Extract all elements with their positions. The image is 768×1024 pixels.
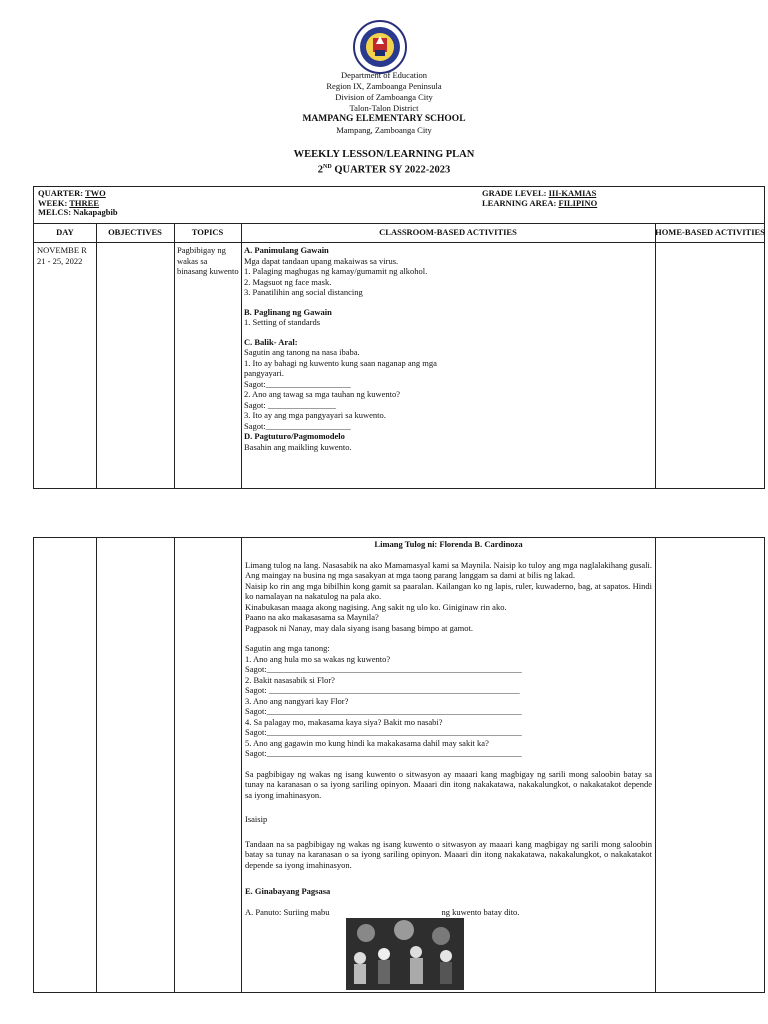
info-right: GRADE LEVEL: III-KAMIAS LEARNING AREA: FILIPINO xyxy=(482,188,598,208)
lesson-plan-table-continued xyxy=(33,537,765,993)
column-divider xyxy=(174,538,175,992)
questions-intro: Sagutin ang mga tanong: xyxy=(245,643,330,653)
title-line-1: WEEKLY LESSON/LEARNING PLAN xyxy=(293,149,475,160)
answer-line: Sagot:____________________________________________________________ xyxy=(245,664,522,674)
isaisip-heading: Isaisip xyxy=(245,814,268,824)
column-header-day: DAY xyxy=(34,223,96,243)
activity-line: Sagot:____________________ xyxy=(244,420,351,431)
activity-line xyxy=(244,298,654,307)
story-paragraph: Pagpasok ni Nanay, may dala siyang isang basang bimpo at gamot. xyxy=(245,622,473,633)
lesson-plan-table xyxy=(33,186,765,489)
activity-line: Basahin ang maikling kuwento. xyxy=(244,441,352,452)
answer-line: Sagot:____________________________________________________________ xyxy=(245,727,522,737)
column-divider xyxy=(96,223,97,488)
question-line: 4. Sa palagay mo, makasama kaya siya? Bakit mo nasabi? xyxy=(245,716,443,727)
header-block xyxy=(0,70,768,136)
activity-line: 3. Panatilihin ang social distancing xyxy=(244,287,363,297)
column-header-topics: TOPICS xyxy=(174,223,241,243)
story-paragraph: Paano na ako makasasama sa Maynila? xyxy=(245,612,379,622)
header-line: Division of Zamboanga City xyxy=(335,92,433,102)
title-line-2: 2ND QUARTER SY 2022-2023 xyxy=(317,164,451,176)
column-header-objectives: OBJECTIVES xyxy=(96,223,174,243)
header-line: Department of Education xyxy=(341,70,427,80)
column-header-home: HOME-BASED ACTIVITIES xyxy=(655,223,765,243)
info-row xyxy=(34,187,764,224)
activity-line: 2. Magsuot ng face mask. xyxy=(244,276,332,287)
activity-line: 1. Setting of standards xyxy=(244,317,321,327)
activity-line: 1. Ito ay bahagi ng kuwento kung saan naganap ang mga xyxy=(244,357,437,368)
activity-line: Sagot:____________________ xyxy=(244,378,351,389)
header-line: Region IX, Zamboanga Peninsula xyxy=(326,81,442,91)
lesson-paragraph: Sa pagbibigay ng wakas ng isang kuwento o sitwasyon ay maaari kang magbigay ng sarili mong saloobin batay sa tunay na karanasan o sa iyong sariling opinyon. Maaari din itong nakakatawa, nakakalungkot, o nakakatakot depende sa iyong imahinasyon. xyxy=(245,768,652,800)
children-illustration xyxy=(346,918,464,990)
header-line: Talon-Talon District xyxy=(349,103,419,113)
activity-heading: D. Pagtuturo/Pagmomodelo xyxy=(244,431,345,441)
question-line: 1. Ano ang hula mo sa wakas ng kuwento? xyxy=(245,653,391,664)
activity-line xyxy=(244,328,654,337)
column-header-classroom: CLASSROOM-BASED ACTIVITIES xyxy=(241,223,655,243)
document-title xyxy=(0,148,768,177)
section-e-heading: E. Ginabayang Pagsasa xyxy=(245,886,331,896)
activity-line: 3. Ito ay ang mga pangyayari sa kuwento. xyxy=(244,410,386,420)
classroom-activities-continued xyxy=(245,539,652,917)
column-divider xyxy=(241,538,242,992)
column-divider xyxy=(96,538,97,992)
story-paragraph: Limang tulog na lang. Nasasabik na ako Mamamasyal kami sa Maynila. Naisip ko tuloy ang mga naglalakihang gusali. Ang maingay na busina ng mga sasakyan at mga taong parang langgam sa dami at bilis ng lakad. xyxy=(245,559,652,580)
story-paragraph: Naisip ko rin ang mga bibilhin kong gamit sa paaralan. Kailangan ko ng lapis, ruler, kuwaderno, bag, at sapatos. Hindi ko namalayan na nakatulog na pala ako. xyxy=(245,580,652,601)
question-line: 3. Ano ang nangyari kay Flor? xyxy=(245,695,349,706)
story-title: Limang Tulog ni: Florenda B. Cardinoza xyxy=(374,539,523,549)
topic-cell: Pagbibigay ng wakas sa binasang kuwento xyxy=(177,245,239,276)
activity-line: Sagutin ang tanong na nasa ibaba. xyxy=(244,347,360,357)
school-address: Mampang, Zamboanga City xyxy=(336,125,432,135)
activity-line: 2. Ano ang tawag sa mga tauhan ng kuwento? xyxy=(244,389,401,399)
story-paragraph: Kinabukasan maaga akong nagising. Ang sakit ng ulo ko. Giniginaw rin ako. xyxy=(245,601,507,612)
school-name: MAMPANG ELEMENTARY SCHOOL xyxy=(302,114,466,124)
classroom-activities xyxy=(244,245,654,452)
column-divider xyxy=(174,223,175,488)
question-line: 2. Bakit nasasabik si Flor? xyxy=(245,674,335,685)
question-line: 5. Ano ang gagawin mo kung hindi ka makakasama dahil may sakit ka? xyxy=(245,737,489,748)
column-divider xyxy=(241,223,242,488)
answer-line: Sagot: ___________________________________________________________ xyxy=(245,685,520,695)
activity-line: pangyayari. xyxy=(244,368,284,378)
activity-heading: C. Balik- Aral: xyxy=(244,336,298,347)
activity-line: 1. Palaging maghugas ng kamay/gumamit ng alkohol. xyxy=(244,266,428,276)
activity-line: Sagot: ________________ xyxy=(244,399,336,410)
column-divider xyxy=(655,223,656,488)
activity-line: Mga dapat tandaan upang makaiwas sa virus. xyxy=(244,255,399,266)
info-left: QUARTER: TWO WEEK: THREE MELCS: Nakapagbib xyxy=(38,188,118,217)
deped-seal-logo xyxy=(353,20,407,74)
lesson-paragraph: Tandaan na sa pagbibigay ng wakas ng isang kuwento o sitwasyon ay maaari kang magbigay ng sarili mong saloobin batay sa tunay na karanasan o sa iyong sariling opinyon. Maaari din itong nakakatawa, nakakalungkot, o nakakatakot depende sa iyong imahinasyon. xyxy=(245,838,652,870)
day-cell: NOVEMBE R 21 - 25, 2022 xyxy=(37,245,87,266)
answer-line: Sagot:____________________________________________________________ xyxy=(245,706,522,716)
activity-heading: B. Paglinang ng Gawain xyxy=(244,306,332,317)
activity-heading: A. Panimulang Gawain xyxy=(244,245,329,255)
column-divider xyxy=(655,538,656,992)
panuto-line: A. Panuto: Suriing mabu ng kuwento batay dito. xyxy=(245,906,520,917)
questions-list xyxy=(245,654,652,759)
answer-line: Sagot:____________________________________________________________ xyxy=(245,748,522,758)
